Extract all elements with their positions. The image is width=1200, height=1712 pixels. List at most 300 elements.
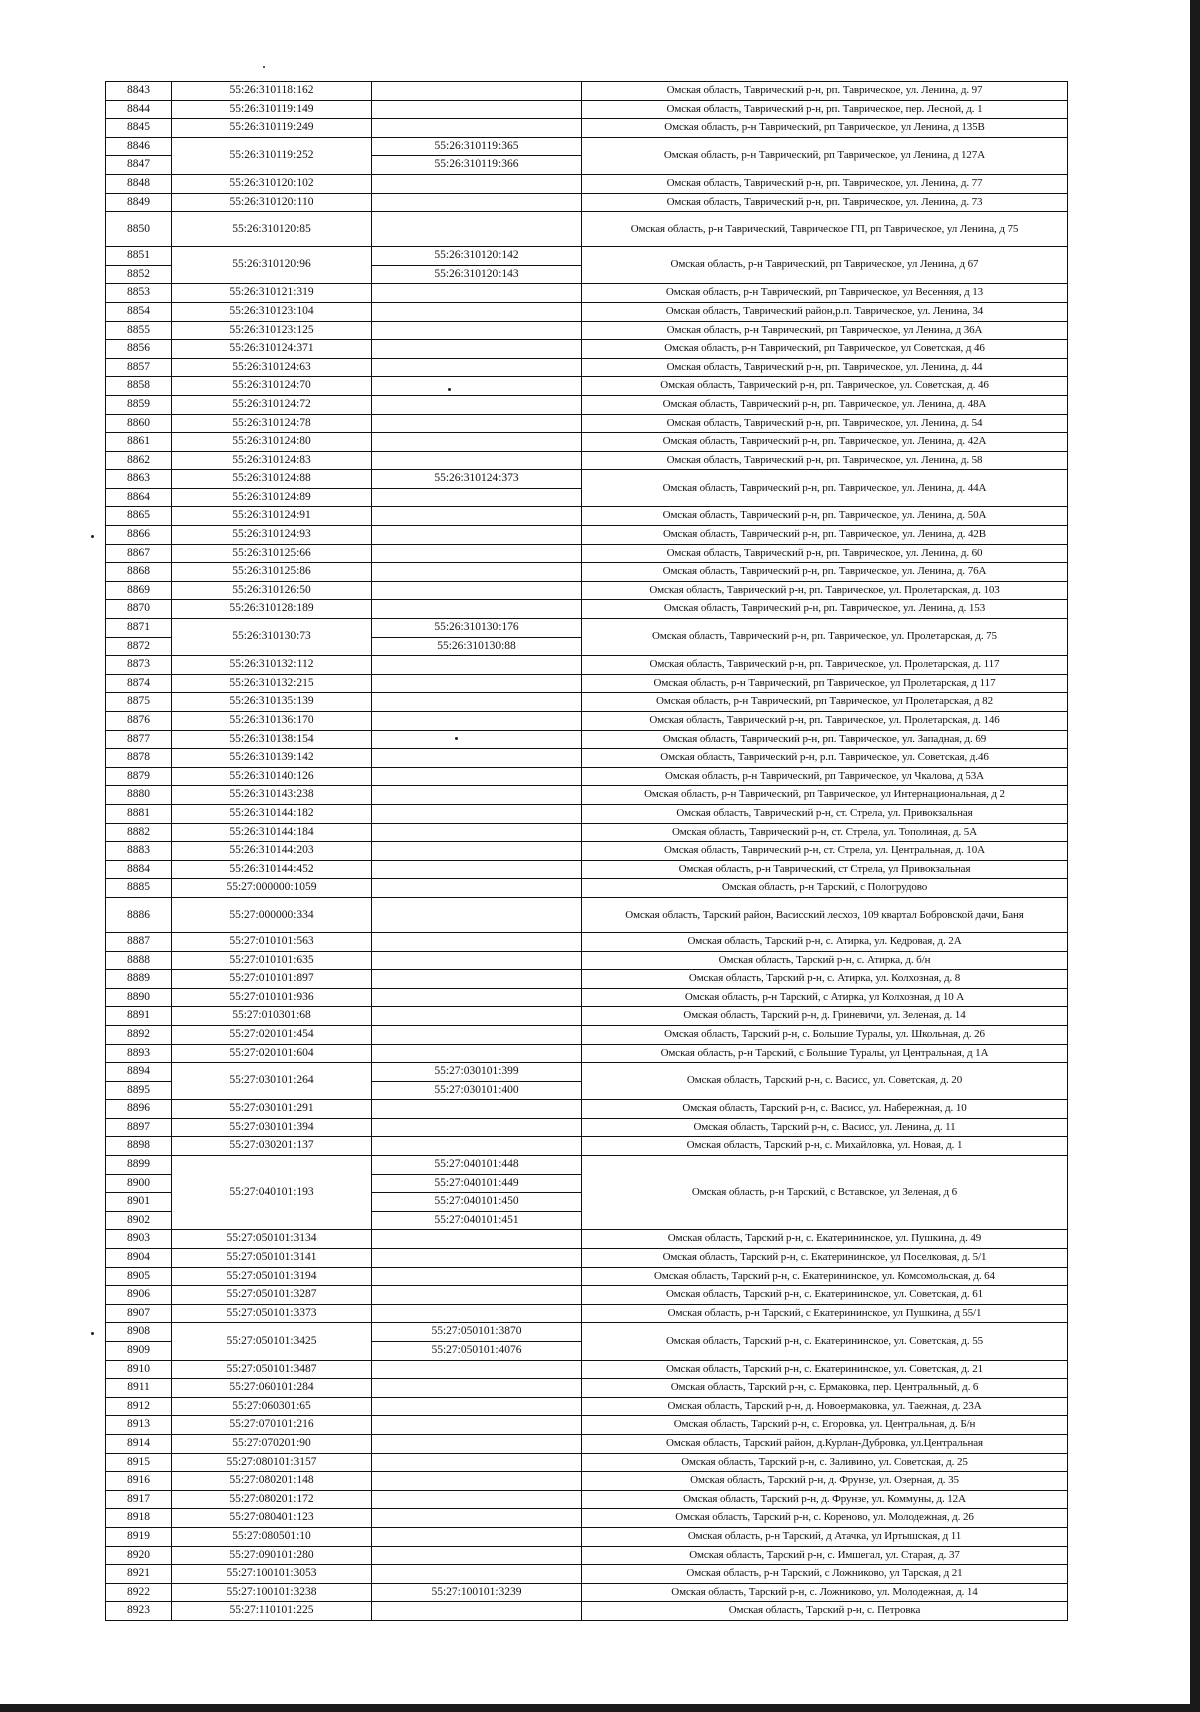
row-number: 8922 [106, 1583, 172, 1602]
linked-cadastral-number [372, 451, 582, 470]
row-number: 8893 [106, 1044, 172, 1063]
address: Омская область, Тарский р-н, с. Имшегал, ул. Старая, д. 37 [582, 1546, 1068, 1565]
cadastral-number: 55:26:310124:63 [172, 358, 372, 377]
address: Омская область, Тарский р-н, с. Большие Туралы, ул. Школьная, д. 26 [582, 1025, 1068, 1044]
linked-cadastral-number [372, 1100, 582, 1119]
address: Омская область, Тарский р-н, д. Фрунзе, ул. Коммуны, д. 12А [582, 1490, 1068, 1509]
address: Омская область, Тарский р-н, с. Заливино, ул. Советская, д. 25 [582, 1453, 1068, 1472]
row-number: 8862 [106, 451, 172, 470]
address: Омская область, Тарский р-н, с. Васисс, ул. Набережная, д. 10 [582, 1100, 1068, 1119]
row-number: 8917 [106, 1490, 172, 1509]
table-row [106, 321, 1068, 340]
cadastral-number: 55:27:080201:148 [172, 1472, 372, 1491]
address: Омская область, Таврический р-н, рп. Таврическое, ул. Ленина, д. 153 [582, 600, 1068, 619]
row-number: 8913 [106, 1416, 172, 1435]
cadastral-number: 55:26:310124:80 [172, 433, 372, 452]
row-number: 8906 [106, 1286, 172, 1305]
linked-cadastral-number [372, 1230, 582, 1249]
row-number: 8891 [106, 1007, 172, 1026]
row-number: 8865 [106, 507, 172, 526]
address: Омская область, Таврический р-н, р.п. Таврическое, ул. Советская, д.46 [582, 749, 1068, 768]
table-row [106, 1156, 1068, 1175]
scan-edge-right [1190, 0, 1200, 1712]
address: Омская область, Таврический р-н, рп. Таврическое, ул. Ленина, д. 97 [582, 82, 1068, 101]
cadastral-number: 55:27:010101:897 [172, 970, 372, 989]
address: Омская область, Таврический р-н, рп. Таврическое, ул. Пролетарская, д. 146 [582, 712, 1068, 731]
row-number: 8907 [106, 1304, 172, 1323]
linked-cadastral-number [372, 433, 582, 452]
row-number: 8844 [106, 100, 172, 119]
cadastral-number: 55:27:000000:334 [172, 897, 372, 932]
table-row [106, 932, 1068, 951]
linked-cadastral-number: 55:27:050101:4076 [372, 1342, 582, 1361]
linked-cadastral-number [372, 1267, 582, 1286]
cadastral-number: 55:27:020101:604 [172, 1044, 372, 1063]
row-number: 8915 [106, 1453, 172, 1472]
table-row [106, 600, 1068, 619]
row-number: 8866 [106, 526, 172, 545]
registry-body [106, 82, 1068, 1621]
row-number: 8875 [106, 693, 172, 712]
row-number: 8880 [106, 786, 172, 805]
linked-cadastral-number: 55:27:030101:399 [372, 1063, 582, 1082]
row-number: 8886 [106, 897, 172, 932]
address: Омская область, р-н Таврический, Таврическое ГП, рп Таврическое, ул Ленина, д 75 [582, 212, 1068, 247]
linked-cadastral-number [372, 712, 582, 731]
address: Омская область, р-н Тарский, д Атачка, ул Иртышская, д 11 [582, 1527, 1068, 1546]
cadastral-number: 55:26:310124:72 [172, 395, 372, 414]
cadastral-number: 55:27:080101:3157 [172, 1453, 372, 1472]
address: Омская область, Таврический р-н, рп. Таврическое, ул. Ленина, д. 44А [582, 470, 1068, 507]
row-number: 8914 [106, 1434, 172, 1453]
linked-cadastral-number [372, 1416, 582, 1435]
linked-cadastral-number [372, 674, 582, 693]
linked-cadastral-number [372, 600, 582, 619]
linked-cadastral-number [372, 730, 582, 749]
table-row [106, 786, 1068, 805]
cadastral-number: 55:26:310143:238 [172, 786, 372, 805]
address: Омская область, р-н Тарский, с Атирка, ул Колхозная, д 10 А [582, 988, 1068, 1007]
cadastral-number: 55:27:060301:65 [172, 1397, 372, 1416]
scan-speck [91, 535, 94, 538]
address: Омская область, Тарский р-н, с. Петровка [582, 1602, 1068, 1621]
linked-cadastral-number [372, 1360, 582, 1379]
row-number: 8885 [106, 879, 172, 898]
row-number: 8911 [106, 1379, 172, 1398]
row-number: 8849 [106, 193, 172, 212]
linked-cadastral-number [372, 119, 582, 138]
linked-cadastral-number [372, 897, 582, 932]
table-row [106, 1583, 1068, 1602]
linked-cadastral-number [372, 563, 582, 582]
linked-cadastral-number [372, 321, 582, 340]
cadastral-number: 55:26:310123:125 [172, 321, 372, 340]
cadastral-number: 55:26:310144:452 [172, 860, 372, 879]
linked-cadastral-number [372, 82, 582, 101]
table-row [106, 1044, 1068, 1063]
row-number: 8903 [106, 1230, 172, 1249]
scan-speck [263, 66, 265, 68]
row-number: 8848 [106, 174, 172, 193]
address: Омская область, Таврический р-н, рп. Таврическое, ул. Пролетарская, д. 117 [582, 656, 1068, 675]
table-row [106, 804, 1068, 823]
linked-cadastral-number [372, 804, 582, 823]
row-number: 8916 [106, 1472, 172, 1491]
table-row [106, 1434, 1068, 1453]
cadastral-number: 55:27:110101:225 [172, 1602, 372, 1621]
address: Омская область, Таврический р-н, рп. Таврическое, ул. Ленина, д. 54 [582, 414, 1068, 433]
cadastral-number: 55:26:310119:252 [172, 137, 372, 174]
table-row [106, 1509, 1068, 1528]
linked-cadastral-number [372, 842, 582, 861]
row-number: 8905 [106, 1267, 172, 1286]
cadastral-number: 55:27:030201:137 [172, 1137, 372, 1156]
address: Омская область, Таврический р-н, рп. Таврическое, ул. Ленина, д. 42А [582, 433, 1068, 452]
cadastral-number: 55:26:310144:184 [172, 823, 372, 842]
linked-cadastral-number [372, 340, 582, 359]
linked-cadastral-number: 55:27:040101:449 [372, 1174, 582, 1193]
linked-cadastral-number [372, 767, 582, 786]
cadastral-number: 55:26:310120:110 [172, 193, 372, 212]
row-number: 8850 [106, 212, 172, 247]
cadastral-number: 55:27:000000:1059 [172, 879, 372, 898]
linked-cadastral-number: 55:27:040101:448 [372, 1156, 582, 1175]
address: Омская область, р-н Таврический, рп Таврическое, ул Ленина, д 127А [582, 137, 1068, 174]
linked-cadastral-number [372, 1118, 582, 1137]
cadastral-number: 55:26:310119:249 [172, 119, 372, 138]
row-number: 8888 [106, 951, 172, 970]
address: Омская область, Таврический р-н, рп. Таврическое, ул. Ленина, д. 60 [582, 544, 1068, 563]
cadastral-number: 55:27:030101:291 [172, 1100, 372, 1119]
row-number: 8919 [106, 1527, 172, 1546]
address: Омская область, р-н Таврический, рп Таврическое, ул Пролетарская, д 82 [582, 693, 1068, 712]
cadastral-number: 55:27:050101:3425 [172, 1323, 372, 1360]
row-number: 8863 [106, 470, 172, 489]
table-row [106, 1360, 1068, 1379]
row-number: 8878 [106, 749, 172, 768]
cadastral-number: 55:27:010301:68 [172, 1007, 372, 1026]
cadastral-number: 55:27:050101:3134 [172, 1230, 372, 1249]
row-number: 8881 [106, 804, 172, 823]
table-row [106, 302, 1068, 321]
cadastral-number: 55:26:310118:162 [172, 82, 372, 101]
row-number: 8883 [106, 842, 172, 861]
cadastral-number: 55:26:310126:50 [172, 581, 372, 600]
address: Омская область, Тарский р-н, с. Екатерининское, ул. Советская, д. 21 [582, 1360, 1068, 1379]
table-row [106, 1100, 1068, 1119]
row-number: 8890 [106, 988, 172, 1007]
row-number: 8864 [106, 488, 172, 507]
table-row [106, 1416, 1068, 1435]
address: Омская область, Тарский р-н, с. Ермаковка, пер. Центральный, д. 6 [582, 1379, 1068, 1398]
cadastral-number: 55:27:080401:123 [172, 1509, 372, 1528]
row-number: 8882 [106, 823, 172, 842]
linked-cadastral-number [372, 1490, 582, 1509]
linked-cadastral-number [372, 1286, 582, 1305]
table-row [106, 619, 1068, 638]
table-row [106, 749, 1068, 768]
row-number: 8870 [106, 600, 172, 619]
scan-edge-bottom [0, 1704, 1200, 1712]
table-row [106, 433, 1068, 452]
row-number: 8895 [106, 1081, 172, 1100]
linked-cadastral-number [372, 544, 582, 563]
table-row [106, 193, 1068, 212]
linked-cadastral-number [372, 860, 582, 879]
cadastral-number: 55:27:080201:172 [172, 1490, 372, 1509]
address: Омская область, Таврический р-н, рп. Таврическое, ул. Ленина, д. 77 [582, 174, 1068, 193]
table-row [106, 1490, 1068, 1509]
linked-cadastral-number [372, 358, 582, 377]
cadastral-number: 55:26:310120:102 [172, 174, 372, 193]
cadastral-number: 55:27:050101:3287 [172, 1286, 372, 1305]
cadastral-number: 55:26:310120:85 [172, 212, 372, 247]
table-row [106, 1565, 1068, 1584]
row-number: 8859 [106, 395, 172, 414]
address: Омская область, Таврический р-н, ст. Стрела, ул. Привокзальная [582, 804, 1068, 823]
address: Омская область, Тарский р-н, с. Атирка, д. б/н [582, 951, 1068, 970]
address: Омская область, р-н Таврический, ст Стрела, ул Привокзальная [582, 860, 1068, 879]
address: Омская область, Таврический р-н, рп. Таврическое, ул. Ленина, д. 44 [582, 358, 1068, 377]
linked-cadastral-number [372, 302, 582, 321]
row-number: 8855 [106, 321, 172, 340]
cadastral-number: 55:27:010101:936 [172, 988, 372, 1007]
cadastral-number: 55:26:310135:139 [172, 693, 372, 712]
address: Омская область, р-н Таврический, рп Таврическое, ул Советская, д 46 [582, 340, 1068, 359]
row-number: 8856 [106, 340, 172, 359]
table-row [106, 656, 1068, 675]
row-number: 8918 [106, 1509, 172, 1528]
cadastral-number: 55:27:050101:3373 [172, 1304, 372, 1323]
row-number: 8877 [106, 730, 172, 749]
table-row [106, 1007, 1068, 1026]
row-number: 8897 [106, 1118, 172, 1137]
table-row [106, 1063, 1068, 1082]
address: Омская область, Тарский р-н, д. Гриневичи, ул. Зеленая, д. 14 [582, 1007, 1068, 1026]
table-row [106, 137, 1068, 156]
table-row [106, 1137, 1068, 1156]
address: Омская область, Таврический р-н, рп. Таврическое, ул. Ленина, д. 48А [582, 395, 1068, 414]
table-row [106, 988, 1068, 1007]
cadastral-number: 55:27:050101:3194 [172, 1267, 372, 1286]
linked-cadastral-number [372, 100, 582, 119]
row-number: 8867 [106, 544, 172, 563]
table-row [106, 1379, 1068, 1398]
table-row [106, 526, 1068, 545]
table-row [106, 340, 1068, 359]
linked-cadastral-number [372, 1025, 582, 1044]
cadastral-number: 55:27:100101:3053 [172, 1565, 372, 1584]
cadastral-number: 55:27:100101:3238 [172, 1583, 372, 1602]
linked-cadastral-number [372, 212, 582, 247]
table-row [106, 284, 1068, 303]
linked-cadastral-number: 55:26:310120:143 [372, 265, 582, 284]
table-row [106, 563, 1068, 582]
address: Омская область, Таврический р-н, ст. Стрела, ул. Центральная, д. 10А [582, 842, 1068, 861]
table-row [106, 1546, 1068, 1565]
cadastral-number: 55:26:310124:371 [172, 340, 372, 359]
cadastral-number: 55:27:050101:3141 [172, 1249, 372, 1268]
address: Омская область, Таврический р-н, рп. Таврическое, ул. Пролетарская, д. 103 [582, 581, 1068, 600]
table-row [106, 212, 1068, 247]
address: Омская область, Тарский район, д.Курлан-Дубровка, ул.Центральная [582, 1434, 1068, 1453]
linked-cadastral-number [372, 414, 582, 433]
table-row [106, 842, 1068, 861]
row-number: 8845 [106, 119, 172, 138]
table-row [106, 395, 1068, 414]
linked-cadastral-number [372, 749, 582, 768]
linked-cadastral-number: 55:27:100101:3239 [372, 1583, 582, 1602]
address: Омская область, Таврический район,р.п. Таврическое, ул. Ленина, 34 [582, 302, 1068, 321]
cadastral-number: 55:26:310132:112 [172, 656, 372, 675]
table-row [106, 970, 1068, 989]
linked-cadastral-number [372, 284, 582, 303]
cadastral-number: 55:26:310124:93 [172, 526, 372, 545]
address: Омская область, Таврический р-н, рп. Таврическое, пер. Лесной, д. 1 [582, 100, 1068, 119]
row-number: 8857 [106, 358, 172, 377]
address: Омская область, р-н Тарский, с Вставское, ул Зеленая, д 6 [582, 1156, 1068, 1230]
cadastral-number: 55:27:030101:394 [172, 1118, 372, 1137]
linked-cadastral-number [372, 970, 582, 989]
address: Омская область, Тарский р-н, с. Екатерининское, ул. Советская, д. 55 [582, 1323, 1068, 1360]
cadastral-number: 55:27:060101:284 [172, 1379, 372, 1398]
row-number: 8889 [106, 970, 172, 989]
table-row [106, 879, 1068, 898]
cadastral-number: 55:26:310144:182 [172, 804, 372, 823]
row-number: 8884 [106, 860, 172, 879]
cadastral-number: 55:26:310128:189 [172, 600, 372, 619]
address: Омская область, Тарский р-н, с. Атирка, ул. Кедровая, д. 2А [582, 932, 1068, 951]
address: Омская область, Тарский р-н, с. Екатерининское, ул Поселковая, д. 5/1 [582, 1249, 1068, 1268]
linked-cadastral-number: 55:26:310119:366 [372, 156, 582, 175]
linked-cadastral-number [372, 1137, 582, 1156]
row-number: 8912 [106, 1397, 172, 1416]
address: Омская область, р-н Тарский, с Екатерининское, ул Пушкина, д 55/1 [582, 1304, 1068, 1323]
linked-cadastral-number [372, 507, 582, 526]
row-number: 8873 [106, 656, 172, 675]
cadastral-number: 55:27:070201:90 [172, 1434, 372, 1453]
registry-table [105, 81, 1068, 1621]
table-row [106, 1397, 1068, 1416]
linked-cadastral-number [372, 1527, 582, 1546]
address: Омская область, Тарский р-н, д. Фрунзе, ул. Озерная, д. 35 [582, 1472, 1068, 1491]
address: Омская область, Тарский р-н, с. Екатерининское, ул. Комсомольская, д. 64 [582, 1267, 1068, 1286]
row-number: 8879 [106, 767, 172, 786]
row-number: 8904 [106, 1249, 172, 1268]
table-row [106, 860, 1068, 879]
linked-cadastral-number [372, 1434, 582, 1453]
row-number: 8892 [106, 1025, 172, 1044]
table-row [106, 174, 1068, 193]
cadastral-number: 55:26:310124:70 [172, 377, 372, 396]
cadastral-number: 55:26:310138:154 [172, 730, 372, 749]
address: Омская область, Тарский р-н, с. Екатерининское, ул. Пушкина, д. 49 [582, 1230, 1068, 1249]
address: Омская область, Тарский р-н, с. Кореново, ул. Молодежная, д. 26 [582, 1509, 1068, 1528]
linked-cadastral-number: 55:27:040101:451 [372, 1211, 582, 1230]
table-row [106, 951, 1068, 970]
linked-cadastral-number [372, 1602, 582, 1621]
cadastral-number: 55:27:050101:3487 [172, 1360, 372, 1379]
cadastral-number: 55:27:070101:216 [172, 1416, 372, 1435]
linked-cadastral-number [372, 1397, 582, 1416]
row-number: 8923 [106, 1602, 172, 1621]
row-number: 8901 [106, 1193, 172, 1212]
row-number: 8843 [106, 82, 172, 101]
row-number: 8872 [106, 637, 172, 656]
table-row [106, 1453, 1068, 1472]
table-row [106, 100, 1068, 119]
address: Омская область, Тарский р-н, с. Ложниково, ул. Молодежная, д. 14 [582, 1583, 1068, 1602]
cadastral-number: 55:27:010101:635 [172, 951, 372, 970]
address: Омская область, Тарский р-н, с. Васисс, ул. Советская, д. 20 [582, 1063, 1068, 1100]
address: Омская область, Таврический р-н, рп. Таврическое, ул. Ленина, д. 76А [582, 563, 1068, 582]
linked-cadastral-number [372, 693, 582, 712]
table-row [106, 1527, 1068, 1546]
address: Омская область, р-н Тарский, с Пологрудово [582, 879, 1068, 898]
cadastral-number: 55:26:310124:89 [172, 488, 372, 507]
address: Омская область, Тарский р-н, с. Михайловка, ул. Новая, д. 1 [582, 1137, 1068, 1156]
cadastral-number: 55:26:310140:126 [172, 767, 372, 786]
row-number: 8896 [106, 1100, 172, 1119]
table-row [106, 712, 1068, 731]
address: Омская область, Таврический р-н, рп. Таврическое, ул. Ленина, д. 58 [582, 451, 1068, 470]
table-row [106, 377, 1068, 396]
linked-cadastral-number [372, 193, 582, 212]
cadastral-number: 55:26:310124:83 [172, 451, 372, 470]
address: Омская область, р-н Таврический, рп Таврическое, ул Весенняя, д 13 [582, 284, 1068, 303]
linked-cadastral-number [372, 1509, 582, 1528]
linked-cadastral-number [372, 1304, 582, 1323]
linked-cadastral-number [372, 1453, 582, 1472]
address: Омская область, Таврический р-н, рп. Таврическое, ул. Ленина, д. 50А [582, 507, 1068, 526]
linked-cadastral-number: 55:27:040101:450 [372, 1193, 582, 1212]
linked-cadastral-number: 55:26:310130:88 [372, 637, 582, 656]
address: Омская область, р-н Таврический, рп Таврическое, ул Ленина, д 67 [582, 247, 1068, 284]
row-number: 8894 [106, 1063, 172, 1082]
linked-cadastral-number [372, 377, 582, 396]
row-number: 8908 [106, 1323, 172, 1342]
linked-cadastral-number: 55:26:310119:365 [372, 137, 582, 156]
address: Омская область, Тарский р-н, с. Васисс, ул. Ленина, д. 11 [582, 1118, 1068, 1137]
table-row [106, 358, 1068, 377]
address: Омская область, р-н Таврический, рп Таврическое, ул Ленина, д 135В [582, 119, 1068, 138]
cadastral-number: 55:26:310124:91 [172, 507, 372, 526]
row-number: 8920 [106, 1546, 172, 1565]
address: Омская область, р-н Тарский, с Большие Туралы, ул Центральная, д 1А [582, 1044, 1068, 1063]
table-row [106, 823, 1068, 842]
table-row [106, 1230, 1068, 1249]
address: Омская область, р-н Таврический, рп Таврическое, ул Ленина, д 36А [582, 321, 1068, 340]
linked-cadastral-number [372, 1007, 582, 1026]
linked-cadastral-number [372, 526, 582, 545]
linked-cadastral-number [372, 786, 582, 805]
table-row [106, 247, 1068, 266]
linked-cadastral-number [372, 1379, 582, 1398]
linked-cadastral-number: 55:26:310130:176 [372, 619, 582, 638]
address: Омская область, р-н Таврический, рп Таврическое, ул Пролетарская, д 117 [582, 674, 1068, 693]
row-number: 8854 [106, 302, 172, 321]
row-number: 8874 [106, 674, 172, 693]
table-row [106, 451, 1068, 470]
linked-cadastral-number: 55:26:310120:142 [372, 247, 582, 266]
address: Омская область, Таврический р-н, рп. Таврическое, ул. Ленина, д. 73 [582, 193, 1068, 212]
cadastral-number: 55:26:310139:142 [172, 749, 372, 768]
linked-cadastral-number [372, 1565, 582, 1584]
table-row [106, 1249, 1068, 1268]
address: Омская область, Тарский район, Васисский лесхоз, 109 квартал Бобровской дачи, Баня [582, 897, 1068, 932]
table-row [106, 693, 1068, 712]
row-number: 8869 [106, 581, 172, 600]
